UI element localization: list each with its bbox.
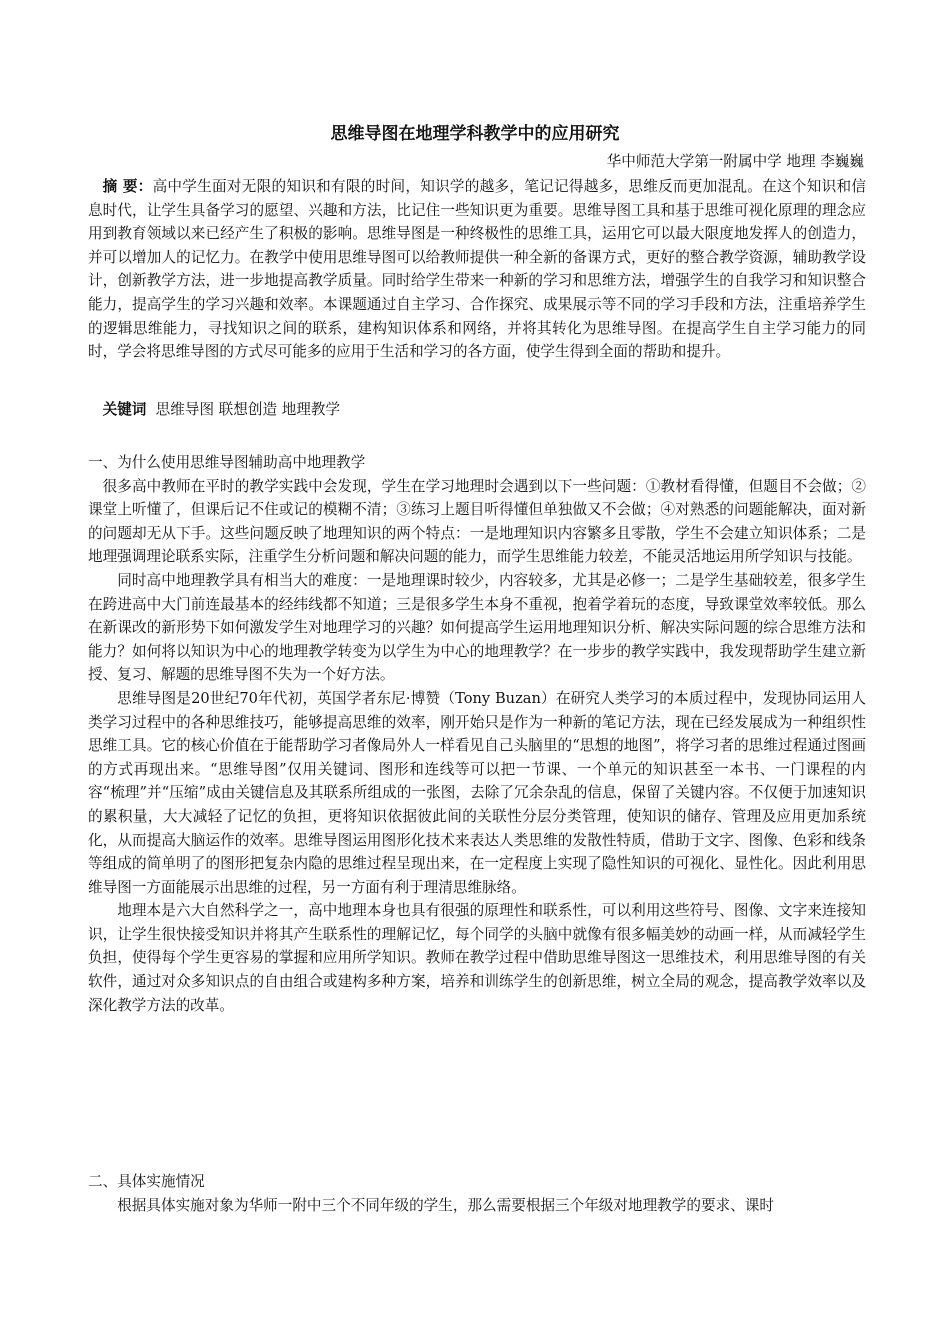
- author-line: 华中师范大学第一附属中学 地理 李巍巍: [606, 153, 864, 170]
- keywords-label: 关键词: [102, 401, 147, 418]
- keywords-text: 思维导图 联想创造 地理教学: [155, 401, 341, 418]
- section-2-heading: 二、具体实施情况: [88, 1173, 205, 1190]
- abstract-label: 摘 要：: [102, 178, 153, 195]
- abstract: [88, 175, 866, 364]
- keywords: [88, 398, 866, 422]
- document-title: 思维导图在地理学科教学中的应用研究: [330, 124, 620, 144]
- section-1-paragraph-1: 很多高中教师在平时的教学实践中会发现，学生在学习地理时会遇到以下一些问题：①教材看得懂，但题目不会做；②课堂上听懂了，但课后记不住或记的模糊不清；③练习上题目听得懂但单独做又不会做；④对熟悉的问题能解决，面对新的问题却无从下手。这些问题反映了地理知识的两个特点：一是地理知识内容繁多且零散，学生不会建立知识体系；二是地理强调理论联系实际，注重学生分析问题和解决问题的能力，而学生思维能力较差，不能灵活地运用所学知识与技能。: [88, 477, 866, 566]
- section-1-paragraph-4: 地理本是六大自然科学之一，高中地理本身也具有很强的原理性和联系性，可以利用这些符号、图像、文字来连接知识，让学生很快接受知识并将其产生联系性的理解记忆，每个同学的头脑中就像有很多幅美妙的动画一样，从而减轻学生负担，使得每个学生更容易的掌握和应用所学知识。教师在教学过程中借助思维导图这一思维技术，利用思维导图的有关软件，通过对众多知识点的自由组合或建构多种方案，培养和训练学生的创新思维，树立全局的观念，提高教学效率以及深化教学方法的改革。: [88, 902, 866, 1014]
- abstract-text: 高中学生面对无限的知识和有限的时间，知识学的越多，笔记记得越多，思维反而更加混乱。在这个知识和信息时代，让学生具备学习的愿望、兴趣和方法，比记住一些知识更为重要。思维导图工具和基于思维可视化原理的理念应用到教育领域以来已经产生了积极的影响。思维导图是一种终极性的思维工具，运用它可以最大限度地发挥人的创造力，并可以增加人的记忆力。在教学中使用思维导图可以给教师提供一种全新的备课方式，更好的整合教学资源，辅助教学设计，创新教学方法，进一步地提高教学质量。同时给学生带来一种新的学习和思维方法，增强学生的自我学习和知识整合能力，提高学生的学习兴趣和效率。本课题通过自主学习、合作探究、成果展示等不同的学习手段和方法，注重培养学生的逻辑思维能力，寻找知识之间的联系，建构知识体系和网络，并将其转化为思维导图。在提高学生自主学习能力的同时，学会将思维导图的方式尽可能多的应用于生活和学习的各方面，使学生得到全面的帮助和提升。: [88, 178, 866, 361]
- section-1-heading: 一、为什么使用思维导图辅助高中地理教学: [88, 454, 366, 471]
- section-1: [88, 451, 866, 1017]
- abstract-paragraph: [88, 175, 866, 364]
- section-2: [88, 1170, 866, 1217]
- keywords-line: [88, 398, 866, 422]
- section-2-paragraph-1: 根据具体实施对象为华师一附中三个不同年级的学生，那么需要根据三个年级对地理教学的要求、课时: [117, 1196, 774, 1214]
- section-1-paragraph-2: 同时高中地理教学具有相当大的难度：一是地理课时较少，内容较多，尤其是必修一；二是学生基础较差，很多学生在跨进高中大门前连最基本的经纬线都不知道；三是很多学生本身不重视，抱着学着玩的态度，导致课堂效率较低。那么在新课改的新形势下如何激发学生对地理学习的兴趣？如何提高学生运用地理知识分析、解决实际问题的综合思维方法和能力？如何将以知识为中心的地理教学转变为以学生为中心的地理教学？在一步步的教学实践中，我发现帮助学生建立新授、复习、解题的思维导图不失为一个好方法。: [88, 571, 866, 684]
- section-1-paragraph-3: 思维导图是20世纪70年代初，英国学者东尼·博赞（Tony Buzan）在研究人类学习的本质过程中，发现协同运用人类学习过程中的各种思维技巧，能够提高思维的效率，刚开始只是作为一种新的笔记方法，现在已经发展成为一种组织性思维工具。它的核心价值在于能帮助学习者像局外人一样看见自己头脑里的“思想的地图”，将学习者的思维过程通过图画的方式再现出来。“思维导图”仅用关键词、图形和连线等可以把一节课、一个单元的知识甚至一本书、一门课程的内容“梳理”并“压缩”成由关键信息及其联系所组成的一张图，去除了冗余杂乱的信息，保留了关键内容。不仅便于加速知识的累积量，大大减轻了记忆的负担，更将知识依据彼此间的关联性分层分类管理，使知识的储存、管理及应用更加系统化，从而提高大脑运作的效率。思维导图运用图形化技术来表达人类思维的发散性特质，借助于文字、图像、色彩和线条等组成的简单明了的图形把复杂内隐的思维过程呈现出来，在一定程度上实现了隐性知识的可视化、显性化。因此利用思维导图一方面能展示出思维的过程，另一方面有利于理清思维脉络。: [88, 689, 866, 896]
